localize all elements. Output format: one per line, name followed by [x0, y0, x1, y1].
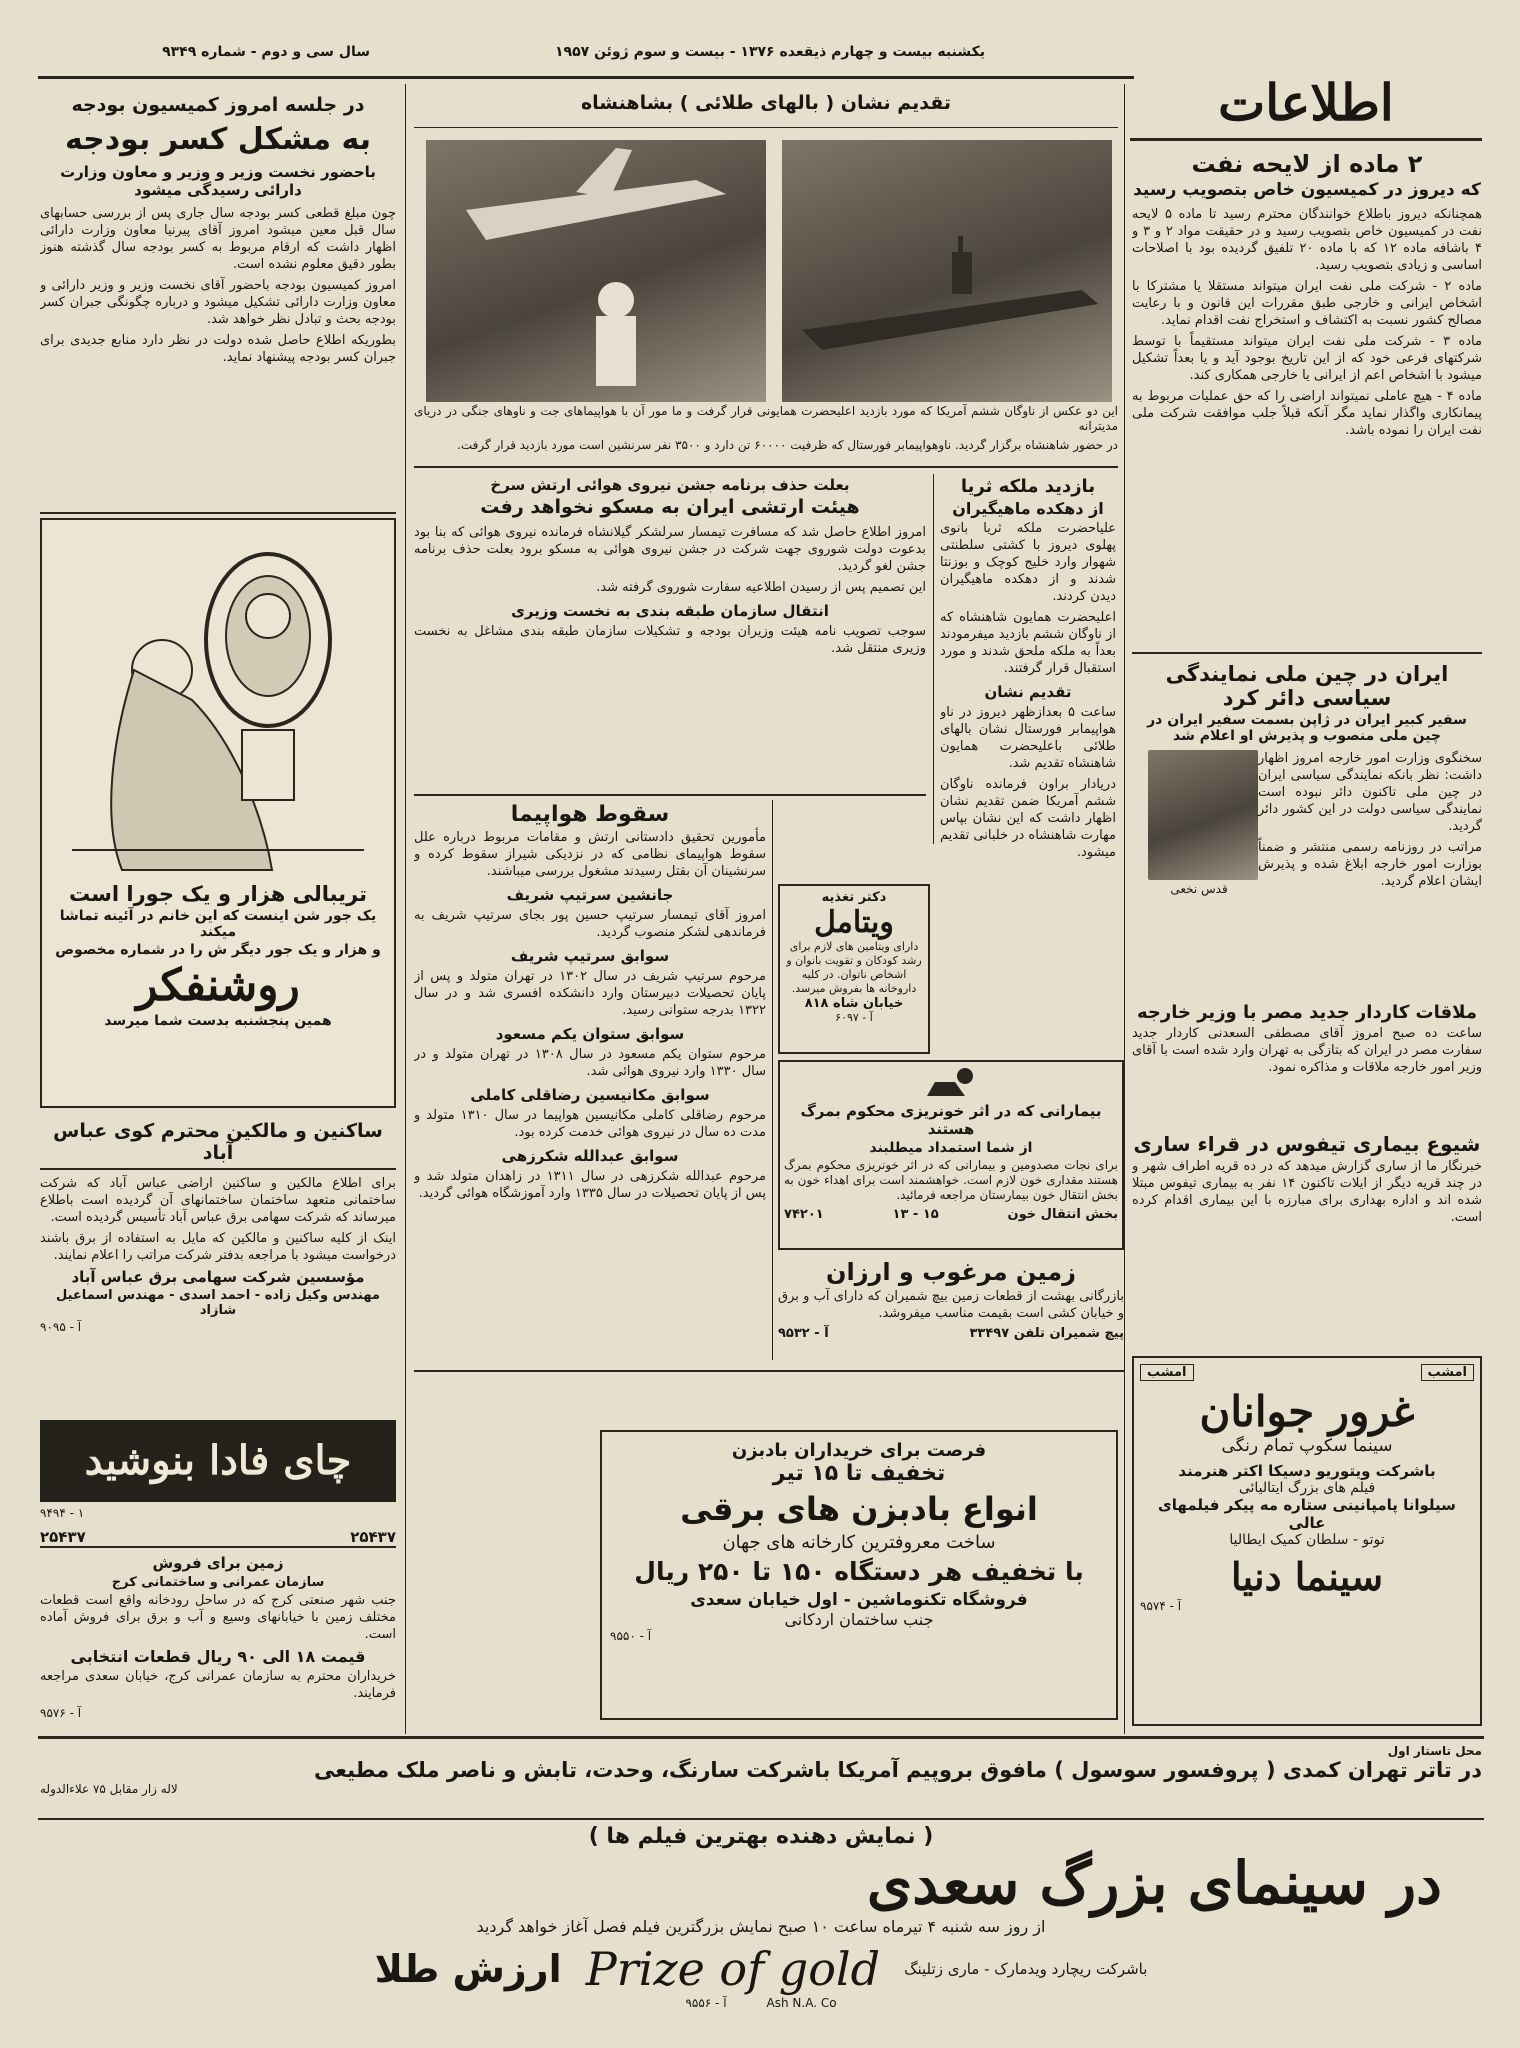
budget-paragraph: چون مبلغ قطعی کسر بودجه سال جاری پس از بررسی حسابهای سال قبل معین میشود امروز آقای پیرنیا معاون وزارت دارائی اظهار داشت که ارقام مربوط به کسر بودجه سال گذشته هنوز بطور دقیق معلوم نشده است.: [40, 206, 396, 272]
abbasabad-notice: [40, 1118, 396, 1418]
military-paragraph: امروز اطلاع حاصل شد که مسافرت تیمسار سرلشکر گیلانشاه فرمانده نیروی هوائی که بنا بود بدعوت دولت شوروی جهت شرکت در جشن نیروی هوائی به مسکو برود بعلت حذف برنامه جشن لغو گردید.: [414, 525, 926, 574]
oil-headline: ۲ ماده از لایحه نفت: [1191, 150, 1423, 178]
shemiran-land-ad: [778, 1256, 1124, 1366]
vital-kicker: دکتر تغذیه: [821, 890, 887, 905]
portrait-caption: قدس نخعی: [1170, 882, 1228, 896]
shemiran-footer: [778, 1326, 1124, 1341]
visit-paragraph: علیاحضرت ملکه ثریا بانوی پهلوی دیروز با کشتی سلطنتی شهوار وارد خلیج کوچک و بوزنتا شدند و از دهکده ماهیگیران دیدن کردند.: [940, 521, 1116, 604]
masthead-rule: [1130, 138, 1482, 141]
abbasabad-paragraph: اینک از کلیه ساکنین و مالکین که مایل به استفاده از برق باشند درخواست میشود با مراجعه بدفتر شرکت مراتب را اعلام نمایند.: [40, 1231, 396, 1263]
fans-line-3: انواع بادبزن های برقی: [680, 1490, 1038, 1528]
budget-article: [40, 92, 396, 512]
land-sale-address: خریداران محترم به سازمان عمرانی کرج، خیابان سعدی مراجعه فرمایند.: [40, 1669, 396, 1701]
carrier-illustration: [782, 140, 1112, 402]
film-cast-4: توتو - سلطان کمیک ایطالیا: [1229, 1532, 1385, 1548]
crash-headline: سقوط هواپیما: [510, 802, 670, 827]
typhus-article: [1132, 1130, 1482, 1330]
abbasabad-headline: ساکنین و مالکین محترم کوی عباس آباد: [40, 1120, 396, 1170]
visit-subheadline: از دهکده ماهیگیران: [952, 499, 1104, 518]
budget-paragraph: بطوریکه اطلاع حاصل شده دولت در نظر دارد منابع جدیدی برای جبران کسر بودجه پیشنهاد نماید.: [40, 333, 396, 365]
abbasabad-signature: مؤسسین شرکت سهامی برق عباس آباد: [71, 1268, 365, 1286]
oil-article: [1132, 148, 1482, 588]
lion-sun-emblem-icon: [921, 1066, 981, 1100]
blood-hours: ۱۵ - ۱۳: [892, 1207, 939, 1222]
land-sale-phones: [40, 1528, 396, 1548]
visit-headline: بازدید ملکه ثریا: [960, 476, 1096, 497]
tea-ad-code: ۱ - ۹۴۹۴: [40, 1506, 85, 1520]
photos-caption-1: این دو عکس از ناوگان ششم آمریکا که مورد بازدید اعلیحضرت همایونی قرار گرفت و ما مور آن با هواپیماهای جت و ناوهای جنگی در دریای مدیترانه: [414, 404, 1118, 433]
film-cast-1: باشرکت ویتوریو دسیکا اکتر هنرمند: [1178, 1462, 1436, 1480]
column-rule: [405, 84, 406, 1734]
land-sale-code: آ - ۹۵۷۶: [40, 1706, 82, 1720]
shemiran-code: آ - ۹۵۳۲: [778, 1326, 829, 1341]
oil-paragraph: ماده ۴ - هیچ عاملی نمیتواند اراضی را که حق عملیات مربوط به پیمانکاری واگذار نماید مگر آنکه قبلاً جلب موافقت شرکت ملی نفت ایران را نموده باشد.: [1132, 389, 1482, 438]
shemiran-paragraph: بازرگانی بهشت از قطعات زمین بیچ شمیران که دارای آب و برق و خیابان کشی است بقیمت مناسب میفروشد.: [778, 1289, 1124, 1321]
section-rule: [38, 1818, 1484, 1820]
blood-phone: ۷۴۲۰۱: [784, 1207, 824, 1222]
ad-brand: روشنفکر: [136, 960, 300, 1011]
roshanfekr-ad: [40, 518, 396, 1108]
crash-sub-headline: جانشین سرتیپ شریف: [506, 886, 674, 904]
cinema-code: آ - ۹۵۷۴: [1140, 1599, 1182, 1613]
blood-headline: بیمارانی که در اثر خونریزی محکوم بمرگ هستند: [800, 1102, 1102, 1138]
fans-code: آ - ۹۵۵۰: [610, 1629, 652, 1643]
land-sale-ad: [40, 1528, 396, 1728]
typhus-headline: شیوع بیماری تیفوس در قراء ساری: [1133, 1132, 1481, 1156]
saadi-cast: باشرکت ریچارد ویدمارک - ماری زتلینگ: [904, 1960, 1148, 1978]
budget-headline: به مشکل کسر بودجه: [64, 122, 372, 157]
shemiran-headline: زمین مرغوب و ارزان: [826, 1258, 1076, 1286]
queen-visit-article: [940, 474, 1116, 1594]
woman-mirror-illustration: [42, 520, 394, 880]
section-rule: [414, 466, 1118, 468]
fans-line-1: فرصت برای خریداران بادبزن: [731, 1440, 987, 1461]
oil-paragraph: ماده ۲ - شرکت ملی نفت ایران میتواند مستقلا یا مشترکا با اشخاص ایرانی و خارجی طبق مقررات این قانون و با رعایت مصالح کشور نسبت به اکتشاف و استخراج نفت اقدام نماید.: [1132, 279, 1482, 328]
saadi-paragraph: از روز سه شنبه ۴ تیرماه ساعت ۱۰ صبح نمایش بزرگترین فیلم فصل آغاز خواهد گردید: [476, 1917, 1046, 1936]
film-cast-3: سیلوانا پامپانینی ستاره مه پیکر فیلمهای عالی: [1158, 1496, 1456, 1532]
land-sale-headline: زمین برای فروش: [152, 1554, 284, 1572]
ad-line-1: تریبالی هزار و یک جورا است: [69, 882, 367, 906]
fans-ad: [600, 1430, 1118, 1720]
theatre-location: محل تاستار اول: [1387, 1744, 1482, 1758]
abbasabad-code: آ - ۹۰۹۵: [40, 1320, 82, 1334]
military-paragraph: این تصمیم پس از رسیدن اطلاعیه سفارت شوروی گرفته شد.: [596, 580, 926, 595]
photos-caption: [414, 404, 1118, 464]
saadi-film-row: [40, 1942, 1482, 1996]
saadi-code: آ - ۹۵۵۶: [685, 1996, 727, 2010]
saadi-footer: [40, 1996, 1482, 2010]
crash-paragraph: مرحوم رضاقلی کاملی مکانیسین هواپیما در سال ۱۳۱۰ متولد و مدت ده سال در نیروی هوائی خدمت کرده بود.: [414, 1108, 766, 1140]
jet-ceremony-photo: [426, 140, 766, 402]
fans-line-2: تخفیف تا ۱۵ تیر: [772, 1461, 946, 1486]
blood-footer: [784, 1207, 1118, 1222]
land-sale-sub: سازمان عمرانی و ساختمانی کرج: [111, 1575, 325, 1590]
china-paragraph: مراتب در روزنامه رسمی منتشر و ضمناً بوزارت امور خارجه ابلاغ شده و پذیرش ایشان اعلام گردید.: [1258, 840, 1482, 889]
fans-line-4: ساخت معروفترین کارخانه های جهان: [722, 1532, 996, 1553]
theatre-text: در تاتر تهران کمدی ( پروفسور سوسول ) مافوق بروپیم آمریکا باشرکت سارنگ، وحدت، تابش و ناصر ملک مطیعی: [313, 1758, 1482, 1782]
visit-paragraph: اعلیحضرت همایون شاهنشاه که از ناوگان ششم بازدید میفرمودند بعداً به ملکه ملحق شدند و مورد استقبال قرار گرفتند.: [940, 610, 1116, 676]
blood-subheadline: از شما استمداد میطلبند: [869, 1140, 1033, 1156]
military-sub-paragraph: سوجب تصویب نامه هیئت وزیران بودجه و تشکیلات سازمان طبقه بندی مشاغل به نخست وزیری منتقل شد.: [414, 624, 926, 656]
oil-paragraph: همچنانکه دیروز باطلاع خوانندگان محترم رسید تا ماده ۵ لایحه نفت در کمیسیون خاص بتصویب رسید و در حقیقت مواد ۲ و ۳ و ۴ باشافه ماده ۱۲ که با ماده ۲۰ تلفیق گردیده بود با اصلاحات اساسی و زیادی بتصویب رسید.: [1132, 207, 1482, 273]
column-rule: [1124, 84, 1125, 1734]
saadi-headline: در سینمای بزرگ سعدی: [866, 1849, 1442, 1917]
medal-paragraph: دریادار براون فرمانده ناوگان ششم آمریکا ضمن تقدیم نشان اظهار داشت که این نشان بپاس مهارت شاهنشاه در خلبانی تقدیم میشود.: [940, 777, 1116, 860]
crash-paragraph: مأمورین تحقیق دادستانی ارتش و مقامات مربوط درباره علل سقوط هواپیمای نظامی که در نزدیکی شیراز سقوط کرده و سرنشینان آن بقتل رسیدند مشغول بررسی میباشند.: [414, 830, 766, 879]
typhus-paragraph: خبرنگار ما از ساری گزارش میدهد که در ده قریه اطراف شهر و در چند قریه دیگر از ایلات تاکنون ۱۴ نفر به بیماری تیفوس مبتلا شده اند و اداره بهداری برای مبارزه با این بیماری اقدام کرده است.: [1132, 1159, 1482, 1225]
abbasabad-signatories: مهندس وکیل زاده - احمد اسدی - مهندس اسماعیل شازاد: [56, 1288, 380, 1318]
china-headline: ایران در چین ملی نمایندگی سیاسی دائر کرد: [1165, 662, 1449, 710]
military-kicker: بعلت حذف برنامه جشن نیروی هوائی ارتش سرخ: [490, 476, 850, 494]
cinema-tags: [1140, 1364, 1474, 1381]
medal-headline: تقدیم نشان: [984, 683, 1072, 701]
crash-paragraph: مرحوم عبدالله شکرزهی در سال ۱۳۱۱ در زاهدان متولد شد و پس از پایان تحصیلات در سال ۱۳۳۵ وارد آموزشگاه هوائی گردید.: [414, 1169, 766, 1201]
medal-paragraph: ساعت ۵ بعدازظهر دیروز در ناو هواپیمابر فورستال نشان بالهای طلائی باعلیحضرت همایون شاهنشاه تقدیم شد.: [940, 705, 1116, 771]
phone-number: ۲۵۴۳۷: [40, 1528, 86, 1546]
tonight-tag: امشب: [1140, 1364, 1194, 1381]
crash-paragraph: مرحوم ستوان یکم مسعود در سال ۱۳۰۸ در تهران متولد و در سال ۱۳۳۰ وارد نیروی هوائی شد.: [414, 1047, 766, 1079]
budget-deck: باحضور نخست وزیر و وزیر و معاون وزارت دارائی رسیدگی میشود: [60, 163, 376, 199]
section-rule: [414, 1370, 1124, 1372]
crash-sub-headline: سوابق عبدالله شکرزهی: [501, 1147, 679, 1165]
crash-paragraph: امروز آقای تیمسار سرتیپ حسین پور بجای سرتیپ شریف به فرماندهی لشکر منصوب گردید.: [414, 908, 766, 940]
crash-sub-headline: سوابق ستوان یکم مسعود: [495, 1025, 685, 1043]
land-sale-paragraph: جنب شهر صنعتی کرج که در ساحل رودخانه واقع است قطعات مختلف زمین با خیابانهای وسیع و آب و برق برای فروش آماده است.: [40, 1593, 396, 1642]
tea-ad: چای فادا بنوشید: [40, 1420, 396, 1502]
fans-line-5: با تخفیف هر دستگاه ۱۵۰ تا ۲۵۰ ریال: [634, 1557, 1084, 1586]
land-sale-price: قیمت ۱۸ الی ۹۰ ریال قطعات انتخابی: [70, 1647, 366, 1666]
film-format: سینما سکوپ تمام رنگی: [1221, 1436, 1393, 1456]
film-title-fa: ارزش طلا: [374, 1947, 562, 1991]
oil-subheadline: که دیروز در کمیسیون خاص بتصویب رسید: [1133, 180, 1481, 200]
china-article: [1132, 660, 1482, 1000]
film-title-en: Prize of gold: [585, 1942, 881, 1996]
cinema-venue: سینما دنیا: [1230, 1554, 1384, 1599]
film-title: غرور جوانان: [1199, 1387, 1415, 1436]
military-headline: هیئت ارتشی ایران به مسکو نخواهد رفت: [480, 496, 860, 518]
shemiran-phone: پیچ شمیران تلفن ۳۳۴۹۷: [969, 1326, 1124, 1341]
column-rule: [933, 474, 934, 844]
cinema-donya-ad: [1132, 1356, 1482, 1726]
egypt-paragraph: ساعت ده صبح امروز آقای مصطفی السعدنی کاردار جدید سفارت مصر در ایران که بتازگی به تهران وارد شده است با آقای وزیر امور خارجه ملاقات و مذاکره نمود.: [1132, 1026, 1482, 1075]
section-rule: [40, 512, 396, 514]
china-portrait: [1140, 750, 1258, 896]
film-cast-2: فیلم های بزرگ ایتالیائی: [1238, 1480, 1376, 1496]
portrait-photo: [1148, 750, 1258, 880]
blood-paragraph: برای نجات مصدومین و بیمارانی که در اثر خونریزی محکوم بمرگ هستند مقداری خون لازم است. خواهشمند است برای اهداء خون به بخش انتقال خون بیمارستان مراجعه فرمائید.: [784, 1158, 1118, 1202]
section-rule: [1132, 652, 1482, 654]
fans-line-6: فروشگاه تکنوماشین - اول خیابان سعدی: [690, 1590, 1028, 1610]
crash-article: [414, 800, 766, 1360]
jet-illustration: [426, 140, 766, 402]
ad-line-4: همین پنجشنبه بدست شما میرسد: [104, 1013, 332, 1029]
china-paragraph: سخنگوی وزارت امور خارجه امروز اظهار داشت: نظر بانکه نمایندگی سیاسی ایران در چین ملی تاکنون دائر نبوده است نمایندگی سیاسی دولت در این کشور دائر گردید.: [1258, 751, 1482, 834]
egypt-article: [1132, 1000, 1482, 1120]
budget-paragraph: امروز کمیسیون بودجه باحضور آقای نخست وزیر و وزیر دارائی و معاون وزارت دارائی تشکیل میشود و درباره چگونگی جبران کسر بودجه بحث و تبادل نظر خواهد شد.: [40, 278, 396, 327]
blood-footer-label: بخش انتقال خون: [1007, 1207, 1118, 1222]
ad-line-2: یک جور شن اینست که این خانم در آئینه تماشا میکند: [59, 908, 377, 940]
masthead-logo: اطلاعات: [1218, 73, 1394, 132]
china-subheadline: سفیر کبیر ایران در ژاپن بسمت سفیر ایران در چین ملی منصوب و پذیرش او اعلام شد: [1147, 712, 1467, 744]
blood-donation-ad: [778, 1060, 1124, 1250]
budget-kicker: در جلسه امروز کمیسیون بودجه: [71, 94, 365, 116]
photos-caption-2: در حضور شاهنشاه برگزار گردید. ناوهواپیمابر فورستال که ظرفیت ۶۰۰۰۰ تن دارد و ۳۵۰۰ نفر سرنشین است مورد بازدید قرار گرفت.: [457, 438, 1118, 452]
military-sub-headline: انتقال سازمان طبقه بندی به نخست وزیری: [511, 602, 829, 620]
volume-number: سال سی و دوم - شماره ۹۳۴۹: [162, 44, 370, 60]
header-rule: [38, 76, 1134, 79]
issue-date: یکشنبه بیست و چهارم ذیقعده ۱۳۷۶ - بیست و سوم ژوئن ۱۹۵۷: [555, 44, 985, 60]
theatre-ad: [40, 1744, 1482, 1816]
crash-sub-headline: سوابق مکانیسین رضاقلی کاملی: [470, 1086, 710, 1104]
section-rule: [414, 794, 926, 796]
saadi-cinema-ad: [40, 1824, 1482, 2038]
ad-line-3: و هزار و یک جور دیگر ش را در شماره مخصوص: [55, 942, 381, 958]
oil-paragraph: ماده ۳ - شرکت ملی نفت ایران میتواند مستقیماً با توسط شرکتهای فرعی خود که از این تاریخ بوجود آید و یا بعداً تشکیل میشود با اشخاص اعم از ایرانی یا خارجی همکاری کند.: [1132, 334, 1482, 383]
abbasabad-paragraph: برای اطلاع مالکین و ساکنین اراضی عباس آباد که شرکت ساختمانی متعهد ساختمان ساختمانهای آن گردیده است باطلاع میرساند که شرکت سهامی برق عباس آباد تأسیس گردیده است.: [40, 1176, 396, 1225]
vital-address: خیابان شاه ۸۱۸: [804, 996, 904, 1011]
egypt-headline: ملاقات کاردار جدید مصر با وزیر خارجه: [1136, 1002, 1477, 1023]
column-rule: [772, 800, 773, 1360]
aircraft-carrier-photo: [782, 140, 1112, 402]
bottom-rule: [38, 1736, 1484, 1739]
crash-paragraph: مرحوم سرتیپ شریف در سال ۱۳۰۲ در تهران متولد و پس از پایان تحصیلات دبیرستان وارد دانشکده افسری شد و در سال ۱۳۲۲ بدرجه ستوانی رسید.: [414, 969, 766, 1018]
vital-brand: ویتامل: [814, 905, 894, 940]
photos-headline: تقدیم نشان ( بالهای طلائی ) بشاهنشاه: [414, 92, 1118, 128]
military-article: [414, 474, 926, 794]
vital-ad: [778, 884, 930, 1054]
producer: Ash N.A. Co: [766, 1996, 837, 2010]
theatre-address: لاله زار مقابل ۷۵ علاءالدوله: [40, 1782, 178, 1796]
phone-number: ۲۵۴۳۷: [350, 1528, 396, 1546]
saadi-sub: ( نمایش دهنده بهترین فیلم ها ): [588, 1824, 934, 1849]
tonight-tag: امشب: [1421, 1364, 1475, 1381]
crash-sub-headline: سوابق سرتیپ شریف: [510, 947, 670, 965]
fans-line-7: جنب ساختمان اردکانی: [784, 1610, 934, 1629]
vital-description: دارای ویتامین های لازم برای رشد کودکان و تقویت بانوان و اشخاص ناتوان. در کلیه داروخانه ها بفروش میرسد.: [786, 940, 922, 995]
vital-code: آ - ۶۰۹۷: [835, 1011, 873, 1024]
